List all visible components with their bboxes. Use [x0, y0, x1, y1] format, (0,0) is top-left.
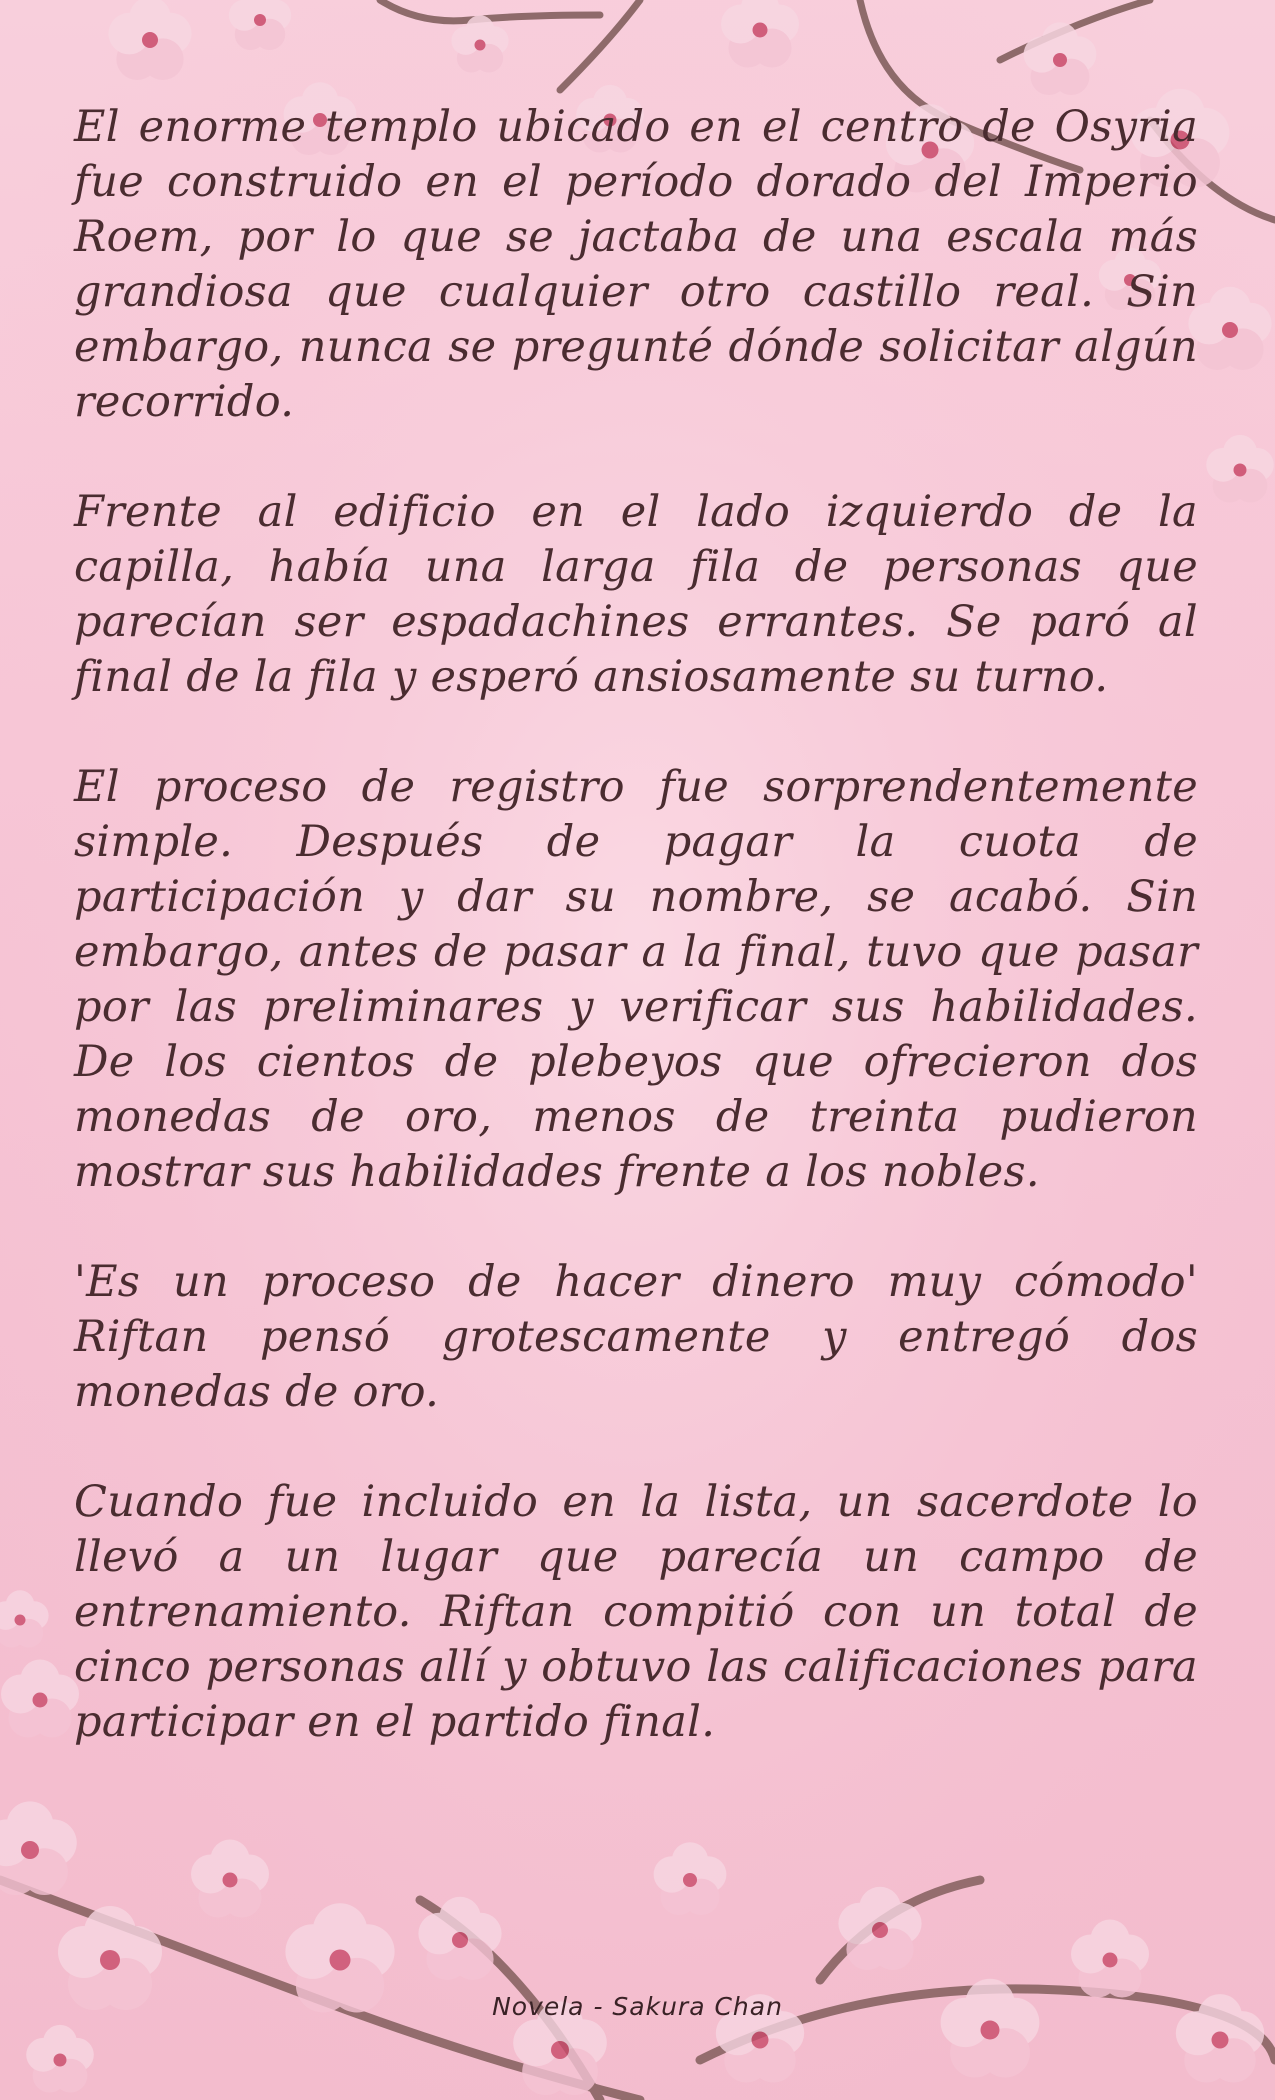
paragraph-3: El proceso de registro fue sorprendentemente simple. Después de pagar la cuota de participación y dar su nombre, se acabó. Sin embargo, antes de pasar a la final, tuvo que pasar por las preliminares y verificar sus habilidades. De los cientos de plebeyos que ofrecieron dos monedas de oro, menos de treinta pudieron mostrar sus habilidades frente a los nobles. — [74, 762, 1198, 1197]
footer-credit: Novela - Sakura Chan — [492, 1992, 783, 2021]
paragraph-5: Cuando fue incluido en la lista, un sacerdote lo llevó a un lugar que parecía un campo de entrenamiento. Riftan compitió con un total de cinco personas allí y obtuvo las calificaciones para participar en el partido final. — [74, 1477, 1198, 1747]
novel-page — [74, 100, 1198, 1805]
paragraph-4: 'Es un proceso de hacer dinero muy cómodo' Riftan pensó grotescamente y entregó dos monedas de oro. — [74, 1257, 1198, 1417]
paragraph-2: Frente al edificio en el lado izquierdo de la capilla, había una larga fila de personas que parecían ser espadachines errantes. Se paró al final de la fila y esperó ansiosamente su turno. — [74, 487, 1198, 702]
paragraph-1: El enorme templo ubicado en el centro de Osyria fue construido en el período dorado del Imperio Roem, por lo que se jactaba de una escala más grandiosa que cualquier otro castillo real. Sin embargo, nunca se pregunté dónde solicitar algún recorrido. — [74, 102, 1198, 427]
